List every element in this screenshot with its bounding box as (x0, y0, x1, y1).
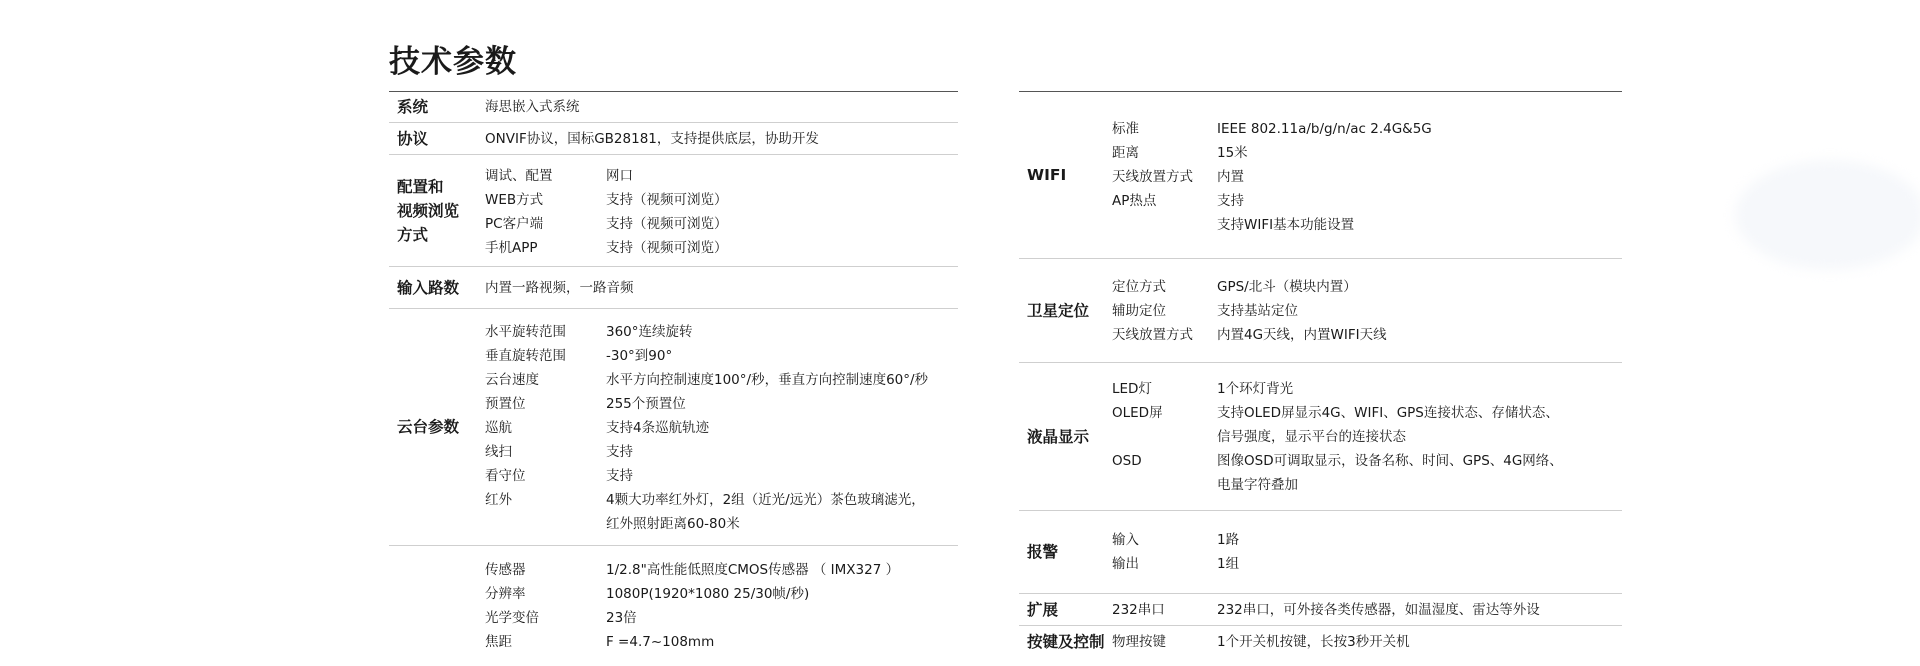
spec-key: 距离 (1112, 144, 1139, 161)
spec-row (485, 630, 958, 654)
spec-key: PC客户端 (485, 216, 544, 232)
spec-value (606, 392, 958, 416)
section-body (1112, 377, 1622, 497)
spec-key: 水平旋转范围 (485, 324, 566, 340)
spec-key: OSD (1112, 452, 1142, 469)
spec-value (606, 558, 958, 582)
spec-value-line: GPS/北斗（模块内置） (1217, 278, 1357, 295)
spec-section (1019, 259, 1622, 363)
page-title: 技术参数 (389, 44, 517, 80)
section-body (485, 161, 958, 260)
spec-value (1217, 117, 1622, 141)
spec-value-line: 网口 (606, 168, 633, 184)
spec-value (1217, 299, 1622, 323)
section-body (485, 558, 958, 654)
spec-key: 传感器 (485, 562, 526, 578)
spec-row (485, 558, 958, 582)
section-name: 输入路数 (397, 278, 460, 297)
spec-value (606, 464, 958, 488)
spec-value: 内置一路视频，一路音频 (485, 279, 634, 296)
spec-row (1112, 213, 1622, 237)
spec-value-line: 23倍 (606, 610, 637, 626)
section-body (1112, 275, 1622, 347)
spec-key: 巡航 (485, 420, 512, 436)
spec-value (1217, 598, 1622, 622)
spec-value-line: 232串口，可外接各类传感器，如温湿度、雷达等外设 (1217, 601, 1540, 618)
spec-value (606, 212, 958, 236)
section-body (485, 127, 958, 151)
spec-value (606, 320, 958, 344)
spec-value (606, 488, 958, 536)
spec-value-line: 1个开关机按键，长按3秒开关机 (1217, 634, 1410, 650)
spec-row (1112, 449, 1622, 497)
spec-section (1019, 511, 1622, 594)
background-blur-decoration (1735, 160, 1920, 270)
spec-row (485, 188, 958, 212)
spec-key: OLED屏 (1112, 404, 1163, 421)
spec-value-line: 360°连续旋转 (606, 324, 693, 340)
spec-key: 预置位 (485, 396, 526, 412)
spec-value-line: 支持 (1217, 192, 1244, 209)
section-name: WIFI (1027, 166, 1067, 184)
spec-row (485, 416, 958, 440)
spec-value-line: 内置 (1217, 168, 1244, 185)
spec-row (1112, 275, 1622, 299)
spec-section (389, 155, 958, 267)
spec-value (606, 344, 958, 368)
spec-key: WEB方式 (485, 192, 544, 208)
spec-section (1019, 626, 1622, 658)
spec-value-line: 支持（视频可浏览） (606, 216, 728, 232)
spec-value (1217, 275, 1622, 299)
spec-value-line: 1路 (1217, 532, 1240, 548)
spec-value-line: 内置4G天线，内置WIFI天线 (1217, 326, 1387, 343)
spec-row (485, 440, 958, 464)
spec-value (1217, 213, 1622, 237)
spec-value (606, 582, 958, 606)
spec-section (389, 267, 958, 309)
section-name: 扩展 (1027, 600, 1059, 619)
spec-value-line: 255个预置位 (606, 396, 686, 412)
spec-value-line: 支持（视频可浏览） (606, 240, 728, 256)
spec-value-line: 1组 (1217, 556, 1240, 572)
spec-value-line: 红外照射距离60-80米 (606, 516, 740, 532)
spec-value-line: 支持4条巡航轨迹 (606, 420, 710, 436)
spec-key: 天线放置方式 (1112, 168, 1193, 185)
spec-value (1217, 630, 1622, 654)
spec-key (1112, 213, 1217, 237)
spec-value-line: 支持 (606, 468, 633, 484)
spec-row (1112, 528, 1622, 552)
spec-row (485, 582, 958, 606)
spec-key: 物理按键 (1112, 634, 1166, 650)
spec-value (606, 188, 958, 212)
spec-key: 调试、配置 (485, 168, 553, 184)
spec-key: AP热点 (1112, 192, 1157, 209)
section-name: 按键及控制 (1027, 633, 1105, 651)
spec-row (1112, 117, 1622, 141)
spec-value-line: 1个环灯背光 (1217, 380, 1294, 397)
spec-key: 天线放置方式 (1112, 326, 1193, 343)
spec-row (1112, 141, 1622, 165)
spec-key: 232串口 (1112, 601, 1165, 618)
section-body (485, 95, 958, 119)
spec-value: 海思嵌入式系统 (485, 99, 580, 115)
section-name: 云台参数 (397, 418, 460, 436)
spec-value (1217, 165, 1622, 189)
spec-key: 云台速度 (485, 372, 539, 388)
spec-value (1217, 141, 1622, 165)
spec-key: 辅助定位 (1112, 302, 1166, 319)
spec-row (485, 464, 958, 488)
spec-row (1112, 299, 1622, 323)
spec-row (1112, 401, 1622, 449)
spec-row (1112, 630, 1622, 654)
spec-section (389, 546, 958, 666)
spec-value-line: 图像OSD可调取显示，设备名称、时间、GPS、4G网络、 (1217, 452, 1563, 469)
spec-value (1217, 323, 1622, 347)
spec-section (389, 309, 958, 546)
spec-key: 定位方式 (1112, 278, 1166, 295)
section-name: 报警 (1027, 543, 1059, 561)
spec-row (1112, 598, 1622, 622)
spec-section (389, 92, 958, 123)
spec-key: 光学变倍 (485, 610, 539, 626)
spec-value-line: 4颗大功率红外灯，2组（近光/远光）茶色玻璃滤光， (606, 492, 925, 508)
spec-value-line: 电量字符叠加 (1217, 476, 1298, 493)
spec-value (606, 416, 958, 440)
spec-value-line: F =4.7~108mm (606, 634, 715, 650)
spec-value (606, 440, 958, 464)
spec-row (485, 212, 958, 236)
spec-table-left (389, 91, 958, 666)
spec-row (485, 606, 958, 630)
spec-value-line: 支持 (606, 444, 633, 460)
spec-value-line: 1080P(1920*1080 25/30帧/秒) (606, 586, 810, 602)
section-body (1112, 630, 1622, 654)
spec-key: 输入 (1112, 532, 1139, 548)
spec-section (1019, 363, 1622, 511)
spec-value-line: 水平方向控制速度100°/秒，垂直方向控制速度60°/秒 (606, 372, 929, 388)
section-body (1112, 528, 1622, 576)
spec-key: 手机APP (485, 240, 538, 256)
section-name: 系统 (397, 98, 429, 116)
spec-section (1019, 92, 1622, 259)
spec-section (1019, 594, 1622, 626)
spec-value-line: 支持OLED屏显示4G、WIFI、GPS连接状态、存储状态、 (1217, 404, 1559, 421)
spec-value (1217, 528, 1622, 552)
spec-value-line: IEEE 802.11a/b/g/n/ac 2.4G&5G (1217, 120, 1432, 137)
spec-row (1112, 377, 1622, 401)
spec-row (1112, 552, 1622, 576)
spec-row (1112, 189, 1622, 213)
section-body (1112, 114, 1622, 237)
spec-key: 标准 (1112, 120, 1139, 137)
spec-value (1217, 377, 1622, 401)
spec-row (485, 368, 958, 392)
spec-row (1112, 165, 1622, 189)
spec-value (606, 164, 958, 188)
spec-key: 输出 (1112, 556, 1139, 572)
spec-value (1217, 189, 1622, 213)
spec-row (485, 488, 958, 536)
spec-row (485, 344, 958, 368)
spec-key: 焦距 (485, 634, 512, 650)
spec-row (485, 320, 958, 344)
section-name: 液晶显示 (1027, 427, 1090, 446)
spec-value (1217, 401, 1622, 449)
spec-key: 分辨率 (485, 586, 526, 602)
spec-value-line: 支持WIFI基本功能设置 (1217, 216, 1355, 233)
spec-value (606, 630, 958, 654)
spec-value (606, 606, 958, 630)
section-name: 协议 (397, 129, 429, 148)
spec-key: 垂直旋转范围 (485, 348, 566, 364)
section-body (1112, 598, 1622, 622)
section-name: 卫星定位 (1027, 301, 1090, 320)
spec-key: LED灯 (1112, 380, 1152, 397)
spec-value: ONVIF协议，国标GB28181，支持提供底层，协助开发 (485, 130, 819, 147)
spec-section (389, 123, 958, 155)
spec-key: 看守位 (485, 468, 526, 484)
spec-value-line: -30°到90° (606, 348, 673, 364)
spec-table-right (1019, 91, 1622, 658)
spec-value-line: 1/2.8"高性能低照度CMOS传感器 （ IMX327 ） (606, 562, 900, 578)
spec-value (606, 368, 958, 392)
spec-value-line: 信号强度，显示平台的连接状态 (1217, 428, 1406, 445)
spec-value-line: 支持基站定位 (1217, 302, 1298, 319)
spec-key: 线扫 (485, 444, 512, 460)
spec-value (1217, 552, 1622, 576)
section-name: 配置和 视频浏览 方式 (397, 177, 460, 244)
spec-key: 红外 (485, 492, 512, 508)
spec-value (606, 236, 958, 260)
section-body (485, 276, 958, 300)
spec-row (485, 236, 958, 260)
spec-row (485, 164, 958, 188)
spec-value-line: 15米 (1217, 144, 1248, 161)
spec-row (485, 392, 958, 416)
spec-row (1112, 323, 1622, 347)
section-body (485, 318, 958, 536)
spec-value-line: 支持（视频可浏览） (606, 192, 728, 208)
spec-value (1217, 449, 1622, 497)
